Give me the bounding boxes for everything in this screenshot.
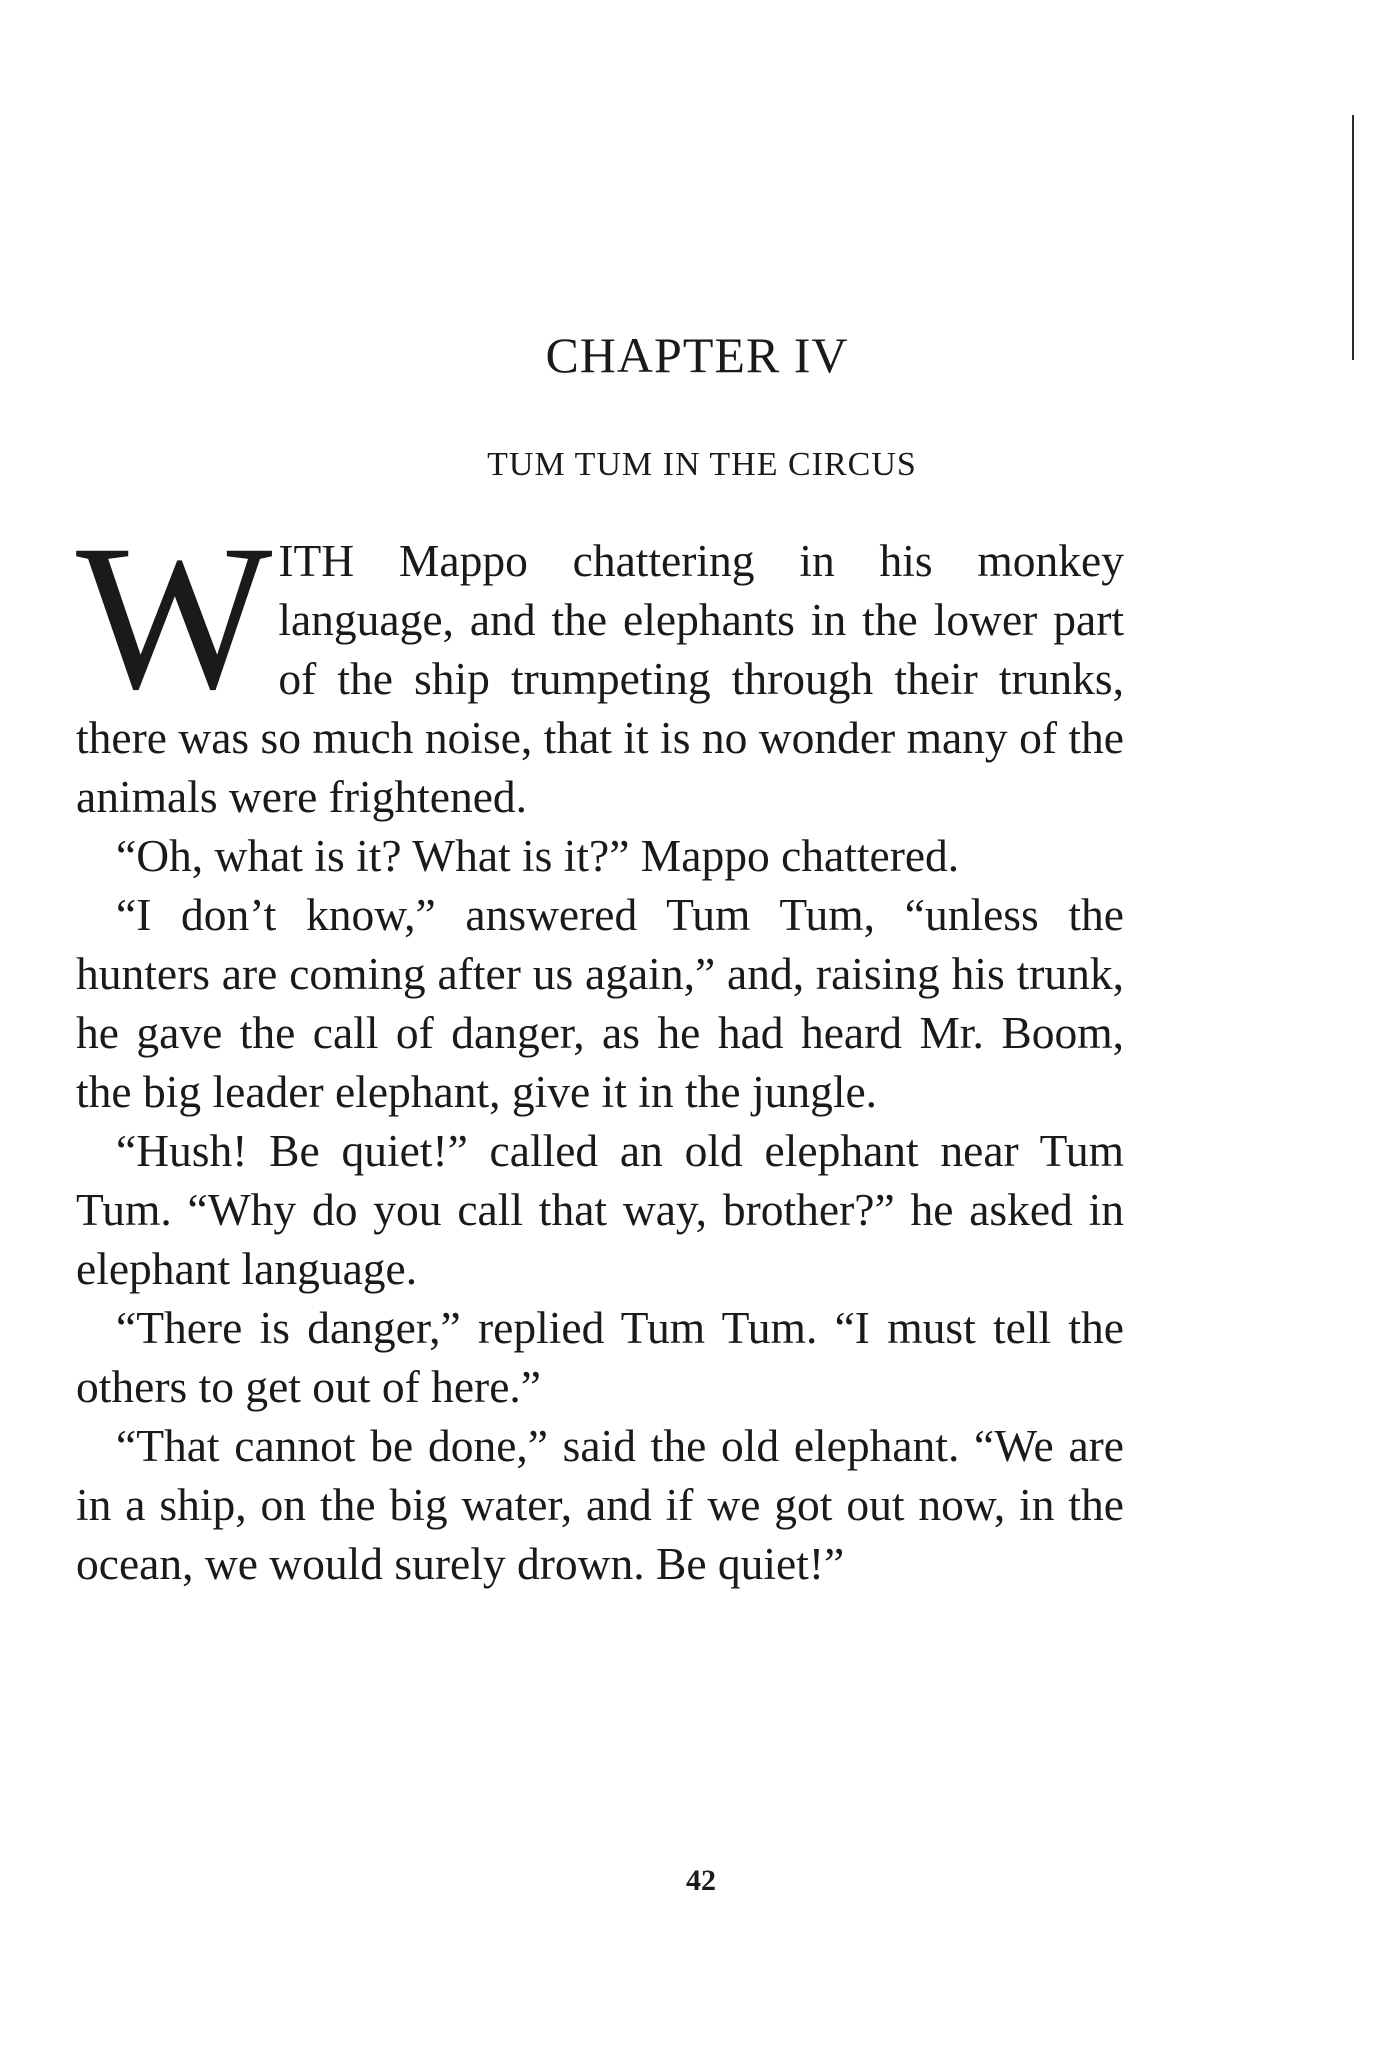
paragraph: “Hush! Be quiet!” called an old elephant near Tum Tum. “Why do you call that way, brother?” he asked in elephant language. <box>76 1125 1124 1294</box>
paragraph: “I don’t know,” answered Tum Tum, “unless the hunters are coming after us again,” and, raising his trunk, he gave the call of danger, as he had heard Mr. Boom, the big leader elephant, give it in the jungle. <box>76 889 1124 1117</box>
drop-cap: W <box>76 502 273 732</box>
paragraph: “There is danger,” replied Tum Tum. “I must tell the others to get out of here.” <box>76 1302 1124 1412</box>
chapter-heading: CHAPTER IV <box>545 327 849 383</box>
chapter-body <box>76 502 1124 1593</box>
paragraph-text: ITH Mappo chattering in his monkey language, and the elephants in the lower part of the ship trumpeting through their trunks, there was so much noise, that it is no wonder many of the animals were frightened. <box>76 535 1124 822</box>
paragraph-opening <box>76 502 1124 826</box>
page-edge-rule <box>1352 115 1354 360</box>
paragraph: “Oh, what is it? What is it?” Mappo chattered. <box>116 830 960 881</box>
page-number: 42 <box>686 1864 716 1897</box>
paragraph: “That cannot be done,” said the old elephant. “We are in a ship, on the big water, and if we got out now, in the ocean, we would surely drown. Be quiet!” <box>76 1420 1124 1589</box>
chapter-subtitle: TUM TUM IN THE CIRCUS <box>487 446 917 483</box>
